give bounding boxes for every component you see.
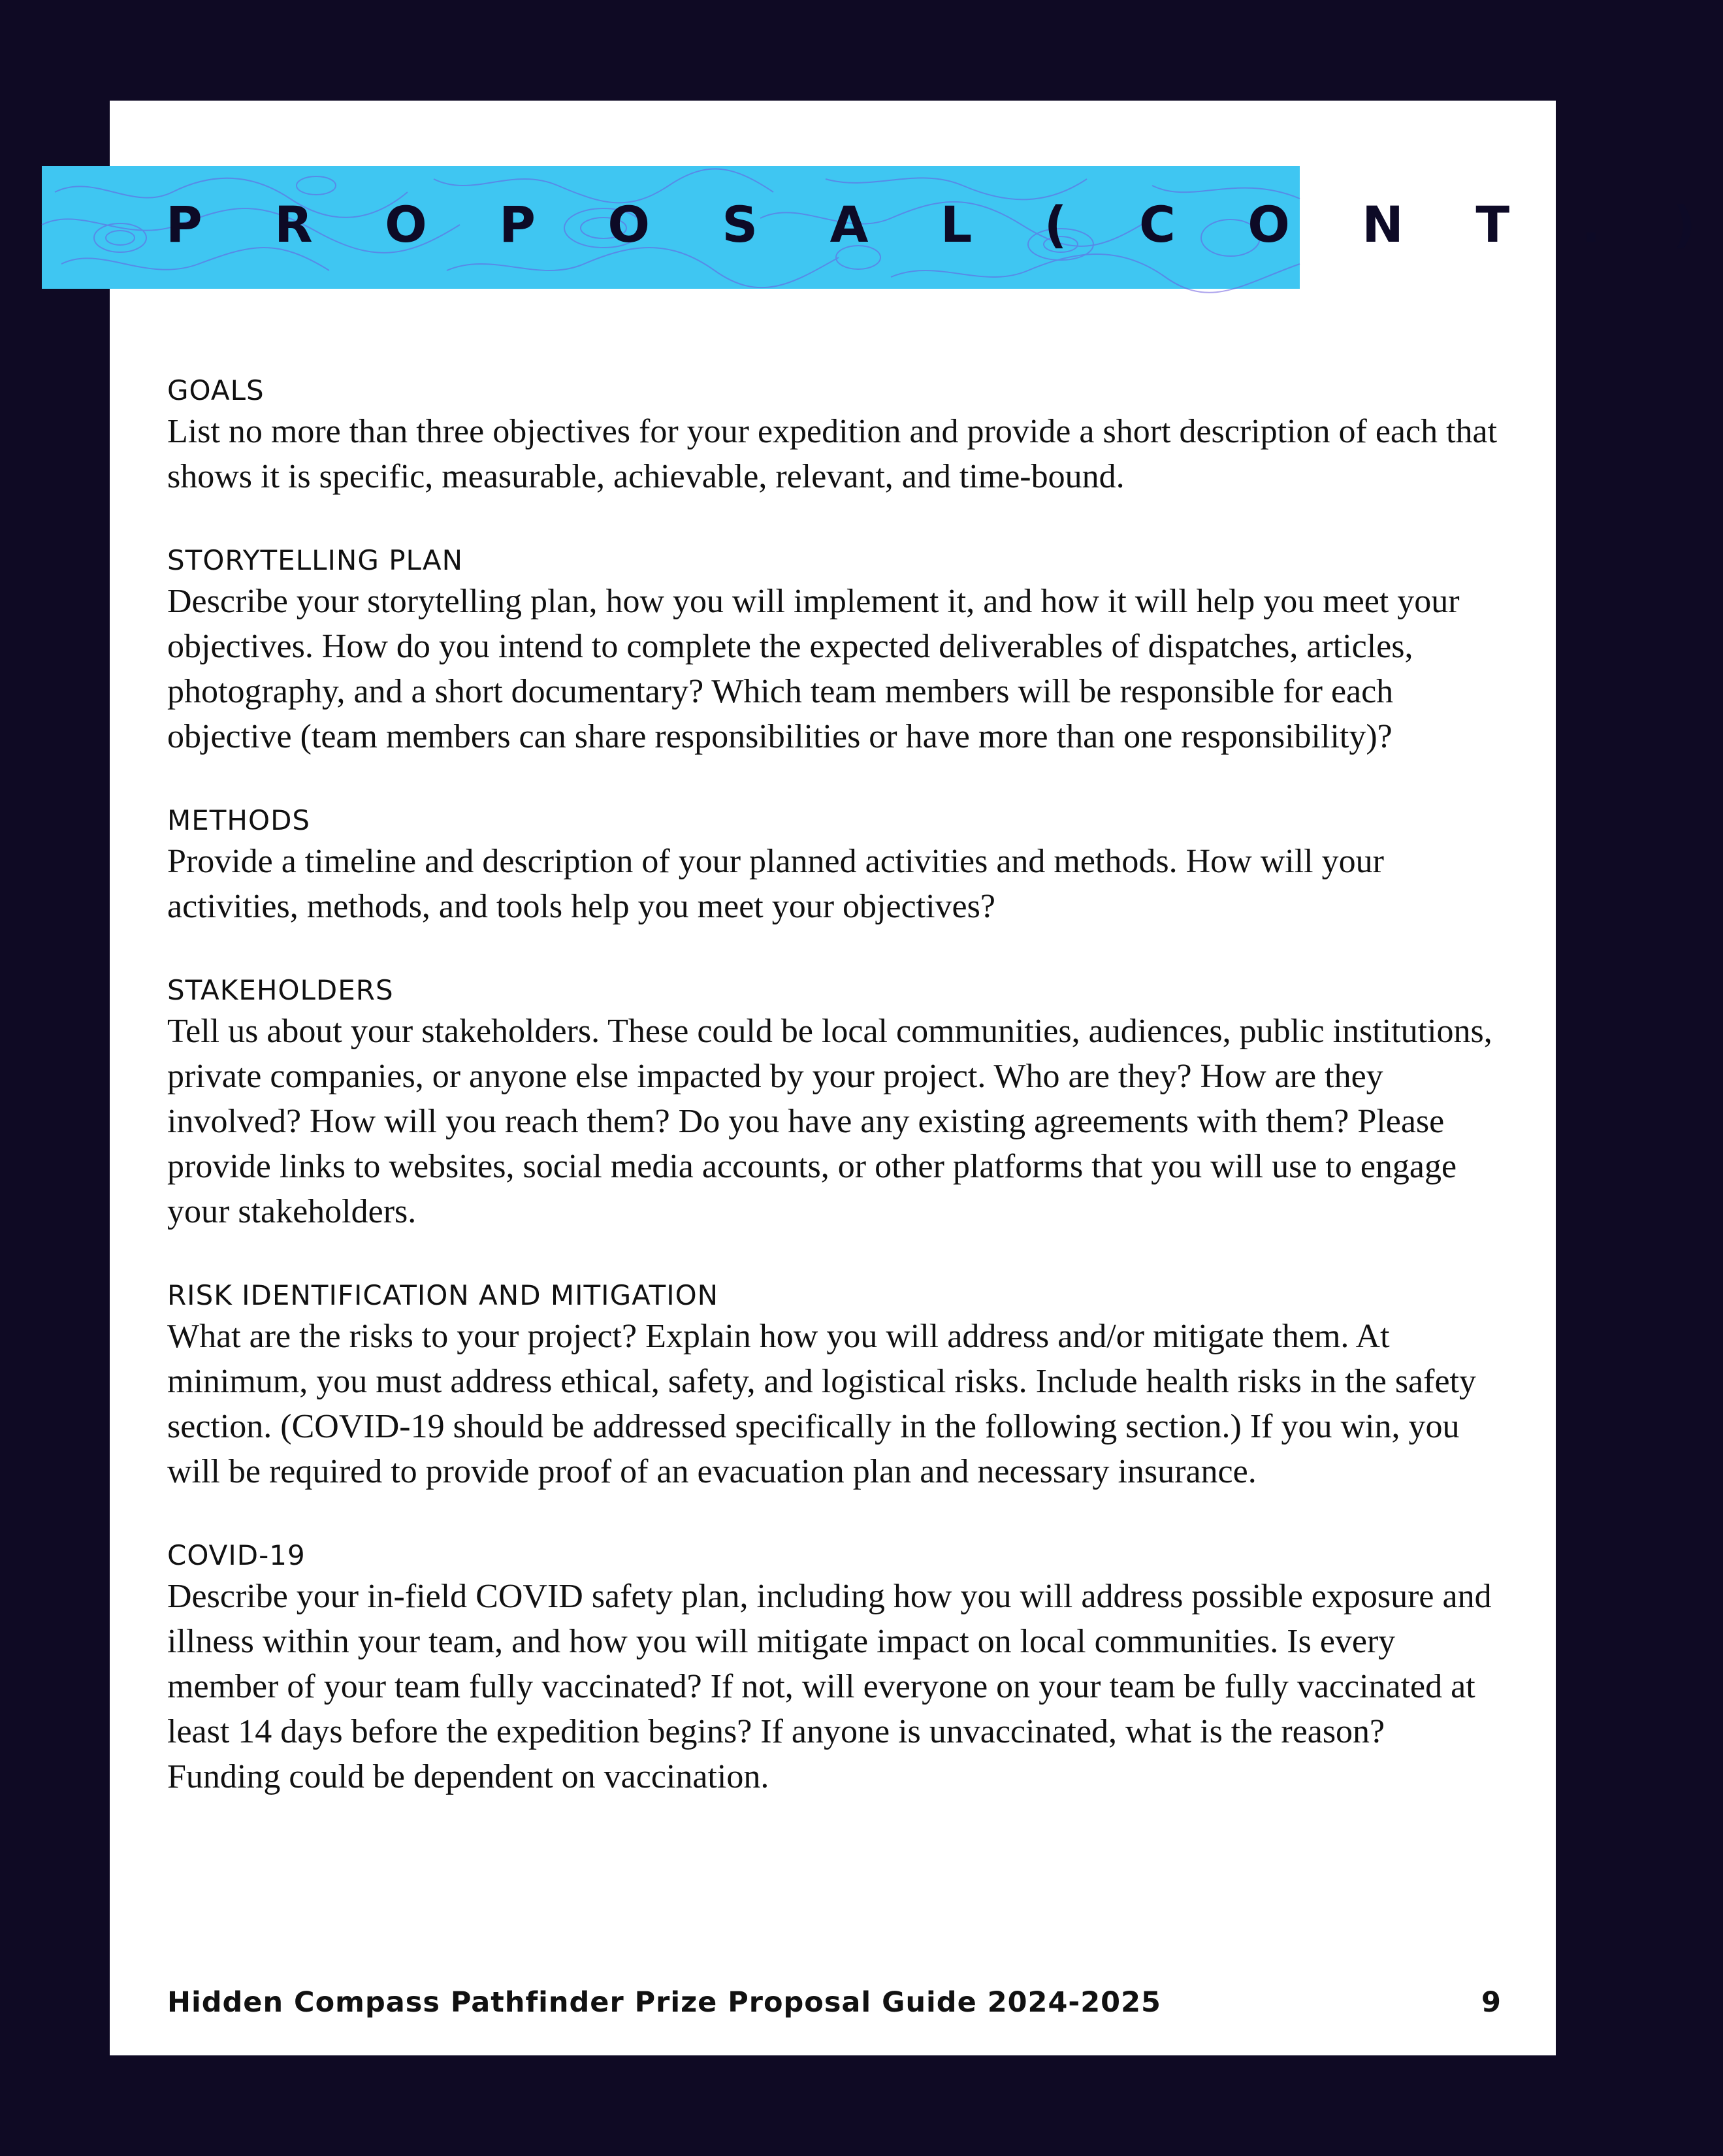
- section-body: Provide a timeline and description of your planned activities and methods. How will your activities, methods, and tools help you meet your objectives?: [167, 843, 1384, 925]
- section-heading: GOALS: [167, 374, 265, 406]
- page-number: 9: [1481, 1986, 1501, 2019]
- section-body: Describe your in-field COVID safety plan, including how you will address possible exposure and illness within your team, and how you will mitigate impact on local communities. Is every member of your team fully vaccinated? If not, will everyone on your team be fully vaccinated at least 14 days before the expedition begins? If anyone is unvaccinated, what is the reason? Funding could be dependent on vaccination.: [167, 1578, 1492, 1795]
- section-stakeholders: [167, 972, 1500, 1234]
- section-body: What are the risks to your project? Explain how you will address and/or mitigate them. At minimum, you must address ethical, safety, and logistical risks. Include health risks in the safety section. (COVID-19 should be addressed specifically in the following section.) If you win, you will be required to provide proof of an evacuation plan and necessary insurance.: [167, 1318, 1476, 1490]
- section-risk-identification: [167, 1277, 1500, 1494]
- section-heading: METHODS: [167, 804, 311, 836]
- section-heading: STAKEHOLDERS: [167, 974, 394, 1006]
- section-banner: [42, 166, 1723, 289]
- section-covid-19: [167, 1537, 1500, 1799]
- section-methods: [167, 802, 1500, 929]
- section-heading: STORYTELLING PLAN: [167, 544, 464, 576]
- section-goals: [167, 372, 1500, 499]
- content-area: [167, 372, 1500, 1842]
- footer-title: Hidden Compass Pathfinder Prize Proposal Guide 2024-2025: [167, 1986, 1161, 2019]
- section-heading: COVID-19: [167, 1539, 306, 1571]
- section-body: Tell us about your stakeholders. These could be local communities, audiences, public institutions, private companies, or anyone else impacted by your project. Who are they? How are they involved? How will you reach them? Do you have any existing agreements with them? Please provide links to websites, social media accounts, or other platforms that you will use to engage your stakeholders.: [167, 1013, 1492, 1230]
- section-storytelling-plan: [167, 542, 1500, 759]
- page-title: P R O P O S A L ( C O N T . ): [166, 195, 1723, 253]
- section-heading: RISK IDENTIFICATION AND MITIGATION: [167, 1279, 719, 1311]
- section-body: List no more than three objectives for your expedition and provide a short description of each that shows it is specific, measurable, achievable, relevant, and time-bound.: [167, 413, 1498, 495]
- section-body: Describe your storytelling plan, how you will implement it, and how it will help you meet your objectives. How do you intend to complete the expected deliverables of dispatches, articles, photography, and a short documentary? Which team members will be responsible for each objective (team members can share responsibilities or have more than one responsibility)?: [167, 583, 1460, 755]
